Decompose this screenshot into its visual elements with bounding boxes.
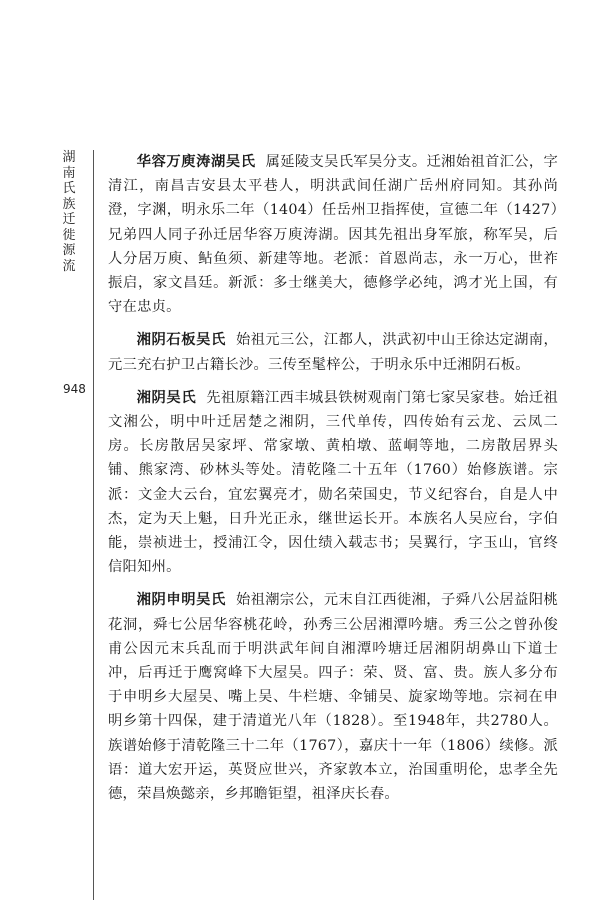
entry-xiangyin-wu xyxy=(108,386,558,580)
page-number: 948 xyxy=(63,382,86,396)
entry-xiangyin-shiban-wu xyxy=(108,328,558,376)
book-title: 湖南氏族迁徙源流 xyxy=(62,150,76,274)
entry-huarong-wu xyxy=(108,150,558,319)
entry-title: 湘阴吴氏 xyxy=(136,389,197,406)
entry-body: 属延陵支吴氏军吴分支。迁湘始祖首汇公，字清江，南昌吉安县太平巷人，明洪武间任湖广岳州府同知。其孙尚澄，字渊，明永乐二年（1404）任岳州卫指挥使，宣德二年（1427）兄弟四人同子孙迁居华容万庾涛湖。因其先祖出身军旅，称军吴，后人分居万庾、鲇鱼须、新建等地。老派：首恩尚志，永一万心，世祚振启，家文昌廷。新派：多士继美大，德修学必纯，鸿才光上国，有守在忠贞。 xyxy=(108,154,559,316)
page-content xyxy=(108,150,558,815)
margin-rule xyxy=(93,150,94,900)
entry-title: 湘阴申明吴氏 xyxy=(136,592,226,609)
entry-xiangyin-shenming-wu xyxy=(108,588,558,806)
entry-body: 先祖原籍江西丰城县铁树观南门第七家吴家巷。始迁祖文湘公，明中叶迁居楚之湘阴，三代单传，四传始有云龙、云凤二房。长房散居吴家坪、常家墩、黄柏墩、蓝峒等地，二房散居界头铺、熊家湾、砂林头等处。清乾隆二十五年（1760）始修族谱。宗派：文金大云台，宜宏翼亮才，勋名荣国史，节义纪容台，自是人中杰，定为天上魁，日升光正永，继世运长开。本族名人吴应台，字伯能，崇祯进士，授浦江令，因仕绩入载志书；吴翼行，字玉山，官终信阳知州。 xyxy=(108,389,559,576)
entry-title: 华容万庾涛湖吴氏 xyxy=(136,154,256,170)
entry-title: 湘阴石板吴氏 xyxy=(136,332,226,349)
entry-body: 始祖潮宗公，元末自江西徙湘，子舜八公居益阳桃花洞，舜七公居华容桃花岭，孙秀三公居湘潭吟塘。秀三公之曾孙俊甫公因元末兵乱而于明洪武年间自湘潭吟塘迁居湘阴胡鼻山下道士冲，后再迁于鹰窝峰下大屋吴。四子：荣、贤、富、贵。族人多分布于申明乡大屋吴、嘴上吴、牛栏塘、伞铺吴、旋家坳等地。宗祠在申明乡第十四保，建于清道光八年（1828）。至1948年，共2780人。族谱始修于清乾隆三十二年（1767），嘉庆十一年（1806）续修。派语：道大宏开运，英贤应世兴，齐家敦本立，治国重明伦，忠孝全先德，荣昌焕懿亲，乡邦瞻钜望，祖泽庆长春。 xyxy=(108,592,558,803)
entry-body: 始祖元三公，江都人，洪武初中山王徐达定湖南，元三充右护卫占籍长沙。三传至髦梓公，于明永乐中迁湘阴石板。 xyxy=(108,332,558,373)
